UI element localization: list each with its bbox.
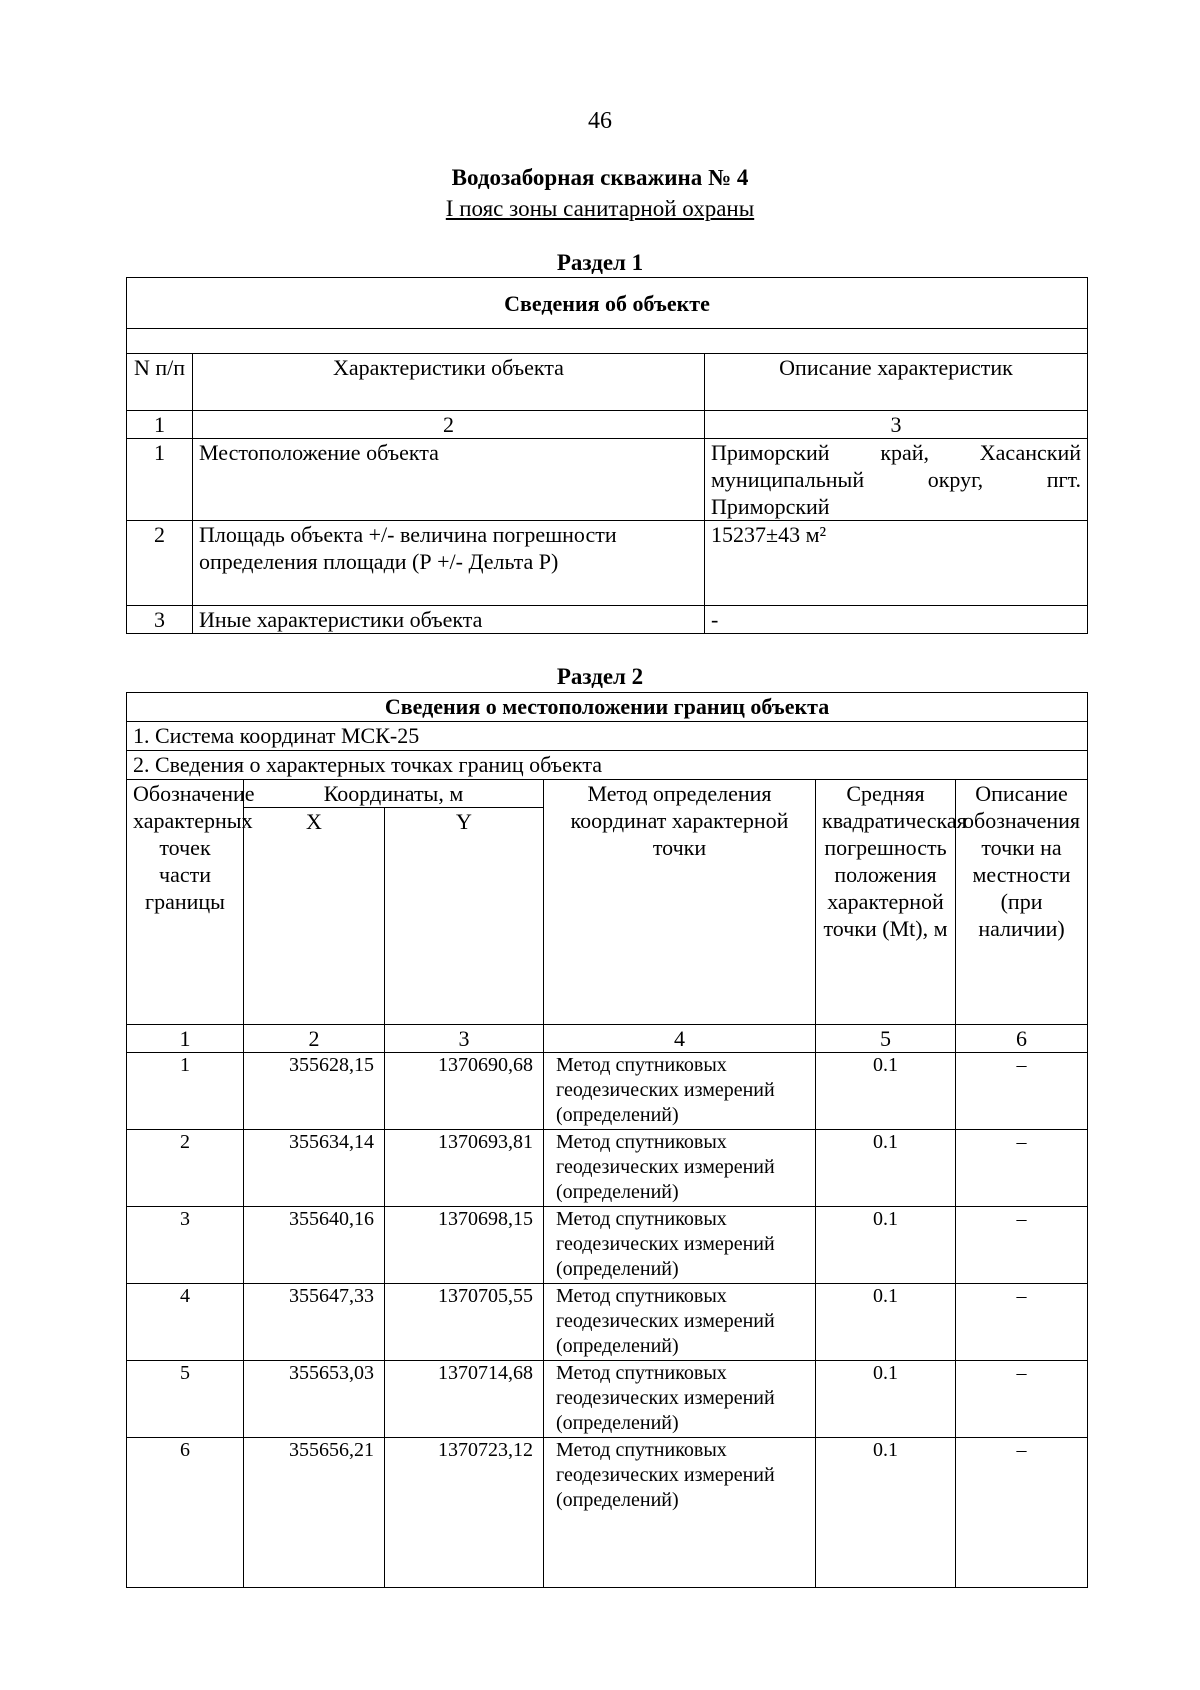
point-id: 3 xyxy=(127,1207,244,1284)
row-num: 3 xyxy=(127,606,193,634)
header-num: N п/п xyxy=(127,354,193,411)
point-x: 355656,21 xyxy=(244,1438,385,1588)
point-y: 1370705,55 xyxy=(385,1284,544,1361)
section2-heading: Раздел 2 xyxy=(556,664,644,689)
point-error: 0.1 xyxy=(816,1284,956,1361)
point-error: 0.1 xyxy=(816,1438,956,1588)
point-x: 355634,14 xyxy=(244,1130,385,1207)
col-number-cell: 1 xyxy=(127,1025,244,1053)
coordinate-system: 1. Система координат МСК-25 xyxy=(127,722,1088,751)
point-error: 0.1 xyxy=(816,1361,956,1438)
point-y: 1370698,15 xyxy=(385,1207,544,1284)
document-title: Водозаборная скважина № 4 xyxy=(451,165,749,190)
col-number-cell: 4 xyxy=(544,1025,816,1053)
point-description: – xyxy=(956,1207,1088,1284)
point-id: 1 xyxy=(127,1053,244,1130)
document-subtitle xyxy=(0,196,1200,222)
row-num: 2 xyxy=(127,521,193,606)
point-y: 1370693,81 xyxy=(385,1130,544,1207)
table-row xyxy=(127,1053,1088,1130)
boundary-points-table xyxy=(126,692,1088,1588)
row-description: - xyxy=(705,606,1088,634)
header-description: Описание обозначения точки на местности (при наличии) xyxy=(956,780,1088,1025)
table-row xyxy=(127,521,1088,606)
header-coordinates: Координаты, м xyxy=(244,780,544,808)
row-characteristic: Площадь объекта +/- величина погрешности определения площади (Р +/- Дельта Р) xyxy=(193,521,705,606)
object-info-table xyxy=(126,277,1088,634)
header-characteristic: Характеристики объекта xyxy=(193,354,705,411)
point-error: 0.1 xyxy=(816,1207,956,1284)
header-description: Описание характеристик xyxy=(705,354,1088,411)
point-x: 355653,03 xyxy=(244,1361,385,1438)
col-number-cell: 1 xyxy=(127,411,193,439)
point-description: – xyxy=(956,1053,1088,1130)
point-error: 0.1 xyxy=(816,1130,956,1207)
object-info-caption: Сведения об объекте xyxy=(127,278,1088,329)
points-title: 2. Сведения о характерных точках границ объекта xyxy=(127,751,1088,780)
point-description: – xyxy=(956,1438,1088,1588)
section1-heading: Раздел 1 xyxy=(556,250,644,275)
point-x: 355628,15 xyxy=(244,1053,385,1130)
table-row xyxy=(127,1284,1088,1361)
point-method: Метод спутниковых геодезических измерений (определений) xyxy=(544,1053,816,1130)
point-method: Метод спутниковых геодезических измерений (определений) xyxy=(544,1130,816,1207)
row-description: Приморский край, Хасанский муниципальный округ, пгт. Приморский xyxy=(705,439,1088,521)
table-row xyxy=(127,1130,1088,1207)
point-description: – xyxy=(956,1130,1088,1207)
col-number-cell: 6 xyxy=(956,1025,1088,1053)
boundary-caption: Сведения о местоположении границ объекта xyxy=(127,693,1088,722)
point-y: 1370690,68 xyxy=(385,1053,544,1130)
table-row xyxy=(127,1207,1088,1284)
point-x: 355647,33 xyxy=(244,1284,385,1361)
col-number-cell: 3 xyxy=(385,1025,544,1053)
header-designation: Обозначение характерных точек части границы xyxy=(127,780,244,1025)
header-error: Средняя квадратическая погрешность положения характерной точки (Mt), м xyxy=(816,780,956,1025)
point-y: 1370714,68 xyxy=(385,1361,544,1438)
col-number-cell: 2 xyxy=(244,1025,385,1053)
row-description: 15237±43 м² xyxy=(705,521,1088,606)
document-subtitle-text: I пояс зоны санитарной охраны xyxy=(445,196,755,221)
header-x: X xyxy=(244,808,385,1025)
point-id: 4 xyxy=(127,1284,244,1361)
table-row xyxy=(127,606,1088,634)
row-characteristic: Местоположение объекта xyxy=(193,439,705,521)
spacer-cell xyxy=(127,329,1088,354)
point-method: Метод спутниковых геодезических измерений (определений) xyxy=(544,1207,816,1284)
point-method: Метод спутниковых геодезических измерений (определений) xyxy=(544,1361,816,1438)
page-number: 46 xyxy=(588,108,612,134)
point-description: – xyxy=(956,1361,1088,1438)
point-error: 0.1 xyxy=(816,1053,956,1130)
point-id: 2 xyxy=(127,1130,244,1207)
table-row xyxy=(127,1438,1088,1588)
point-x: 355640,16 xyxy=(244,1207,385,1284)
point-id: 6 xyxy=(127,1438,244,1588)
row-num: 1 xyxy=(127,439,193,521)
point-method: Метод спутниковых геодезических измерений (определений) xyxy=(544,1438,816,1588)
table-row xyxy=(127,1361,1088,1438)
row-characteristic: Иные характеристики объекта xyxy=(193,606,705,634)
point-method: Метод спутниковых геодезических измерений (определений) xyxy=(544,1284,816,1361)
header-y: Y xyxy=(385,808,544,1025)
col-number-cell: 3 xyxy=(705,411,1088,439)
point-y: 1370723,12 xyxy=(385,1438,544,1588)
point-description: – xyxy=(956,1284,1088,1361)
header-method: Метод определения координат характерной точки xyxy=(544,780,816,1025)
col-number-cell: 5 xyxy=(816,1025,956,1053)
point-id: 5 xyxy=(127,1361,244,1438)
table-row xyxy=(127,439,1088,521)
col-number-cell: 2 xyxy=(193,411,705,439)
